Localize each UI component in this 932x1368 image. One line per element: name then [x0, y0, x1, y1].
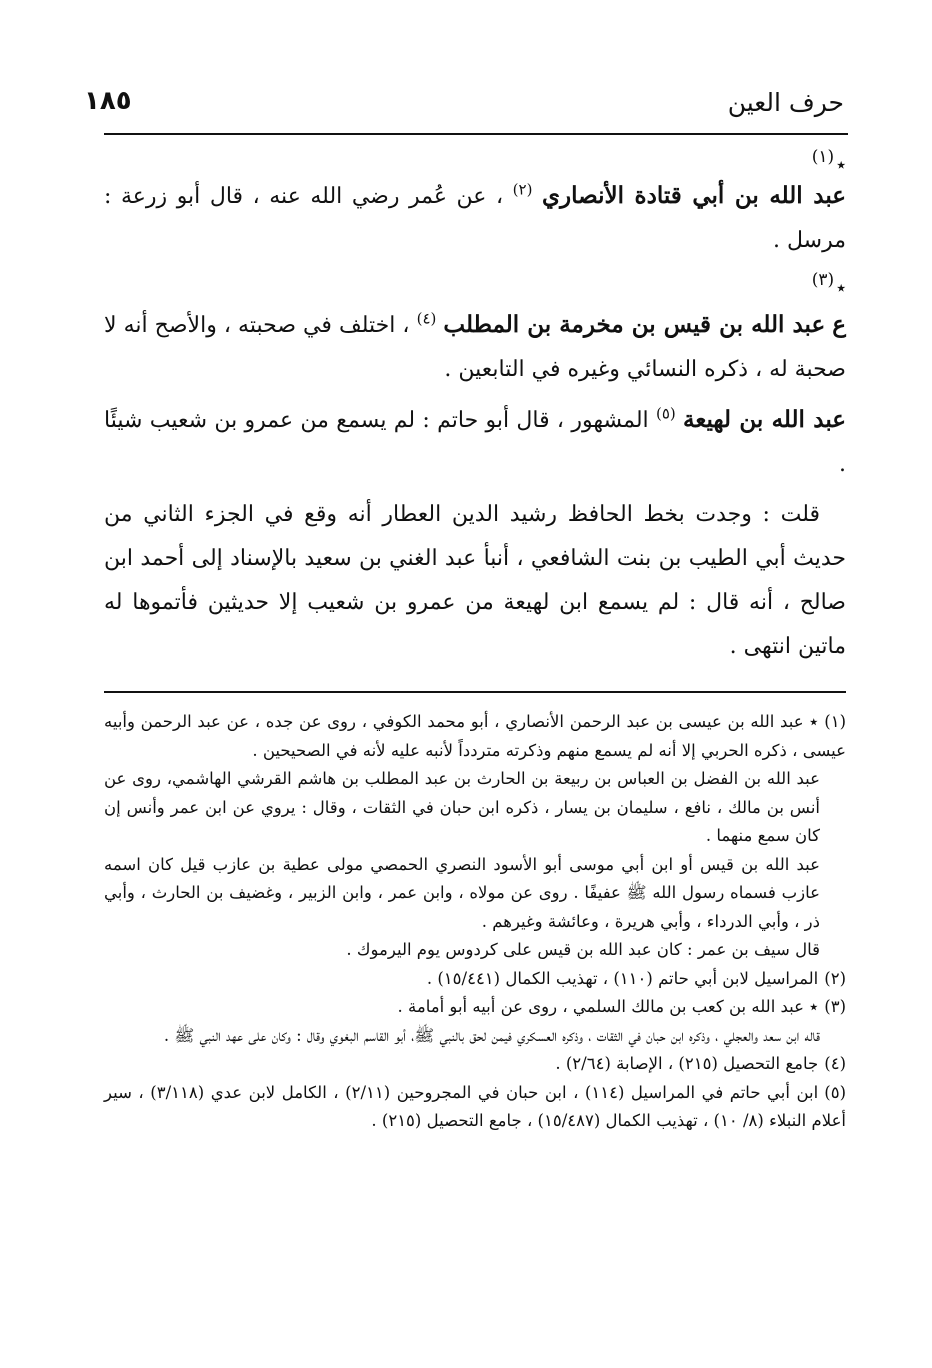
footnote-label: (٣)	[824, 997, 846, 1016]
footnote-ref: (١)	[811, 147, 835, 167]
footnotes	[104, 708, 846, 1136]
footnote-text: قاله ابن سعد والعجلي ، وذكره ابن حبان في الثقات ، وذكره العسكري فيمن لحق بالنبي ﷺ، أبو القاسم البغوي وقال : وكان على عهد النبي ﷺ .	[163, 1025, 820, 1045]
footnote-text: عبد الله بن الفضل بن العباس بن ربيعة بن الحارث بن عبد المطلب بن هاشم القرشي الهاشمي، روى عن أنس بن مالك ، نافع ، سليمان بن يسار ، ذكره ابن حبان في الثقات ، وقال : يروي عن ابن عمر وأنس إن كان سمع منهما .	[104, 769, 820, 845]
footnote-2	[104, 965, 846, 994]
header-rule	[104, 133, 848, 135]
footnote-5	[104, 1079, 846, 1136]
footnote-text: ابن أبي حاتم في المراسيل (١١٤) ، ابن حبان في المجروحين (٢/١١) ، الكامل لابن عدي (٣/١١٨) ، سير أعلام النبلاء (٨/ ١٠) ، تهذيب الكمال (١٥/٤٨٧) ، جامع التحصيل (٢١٥) .	[104, 1082, 846, 1130]
footnote-1	[104, 708, 846, 765]
main-text	[104, 140, 846, 669]
footnote-ref: (٣)	[811, 270, 835, 290]
note-paragraph: قلت : وجدت بخط الحافظ رشيد الدين العطار أنه وقع في الجزء الثاني من حديث أبي الطيب بن بنت الشافعي ، أنبأ عبد الغني بن سعيد بالإسناد إلى أحمد ابن صالح ، أنه قال : لم يسمع ابن لهيعة من عمرو بن شعيب إلا حديثين فأتموها له ماتين انتهى .	[104, 502, 846, 659]
footnote-3	[104, 993, 846, 1022]
asterisk-icon: ٭	[836, 277, 846, 299]
footnote-1-continued	[104, 936, 820, 965]
entry-paragraph	[104, 303, 846, 392]
footnote-text: قال سيف بن عمر : كان عبد الله بن قيس على كردوس يوم اليرموك .	[346, 940, 820, 959]
footnote-label: (١)	[824, 712, 846, 731]
footnote-3-continued	[104, 1022, 820, 1051]
entry-name: عبد الله بن لهيعة	[683, 406, 846, 433]
footnote-text: ٭ عبد الله بن عيسى بن عبد الرحمن الأنصاري ، أبو محمد الكوفي ، روى عن جده ، عن عبد الرحمن وأبيه عيسى ، ذكره الحربي إلا أنه لم يسمع منهم وذكرته متردداً لأنبه عليه لأنه في الصحيحين .	[104, 712, 846, 760]
footnote-text: المراسيل لابن أبي حاتم (١١٠) ، تهذيب الكمال (١٥/٤٤١) .	[426, 968, 819, 988]
footnote-ref: (٢)	[512, 180, 533, 199]
entry-text: ، اختلف في صحبته ، والأصح أنه لا صحبة له ، ذكره النسائي وغيره في التابعين .	[104, 313, 846, 382]
asterisk-icon: ٭	[836, 154, 846, 176]
footnote-1-continued	[104, 765, 820, 851]
footnote-ref: (٤)	[416, 309, 437, 328]
entry-text: ، عن عُمر رضي الله عنه ، قال أبو زرعة : مرسل .	[104, 184, 846, 253]
entry-name: عبد الله بن قيس بن مخرمة بن المطلب	[443, 311, 826, 338]
entry-text: المشهور ، قال أبو حاتم : لم يسمع من عمرو بن شعيب شيئًا .	[104, 408, 846, 477]
entry-prefix: ع	[832, 311, 847, 338]
footnote-label: (٤)	[824, 1054, 846, 1073]
entry-name: عبد الله بن أبي قتادة الأنصاري	[542, 182, 846, 209]
footnote-text: جامع التحصيل (٢١٥) ، الإصابة (٢/٦٤) .	[555, 1054, 819, 1073]
entry-paragraph	[104, 398, 846, 487]
entry-marker	[104, 140, 846, 174]
running-head: حرف العين	[727, 88, 844, 117]
footnote-text: عبد الله بن قيس أو ابن أبي موسى أبو الأسود النصري الحمصي مولى عطية بن عازب قيل كان اسمه عازب فسماه رسول الله ﷺ عفيفًا . روى عن مولاه ، وابن عمر ، وابن الزبير ، وغضيف بن الحارث ، وأبي ذر ، وأبي الدرداء ، وأبي هريرة ، وعائشة وغيرهم .	[104, 854, 820, 931]
footnote-1-continued	[104, 851, 820, 937]
footnote-rule	[104, 691, 846, 693]
entry-paragraph	[104, 174, 846, 263]
footnote-label: (٢)	[824, 968, 846, 988]
footnote-ref: (٥)	[655, 404, 676, 423]
page-number: ١٨٥	[84, 86, 132, 116]
footnote-label: (٥)	[824, 1082, 846, 1102]
entry-marker	[104, 263, 846, 297]
footnote-4	[104, 1050, 846, 1079]
footnote-text: ٭ عبد الله بن كعب بن مالك السلمي ، روى عن أبيه أبو أمامة .	[397, 997, 819, 1016]
